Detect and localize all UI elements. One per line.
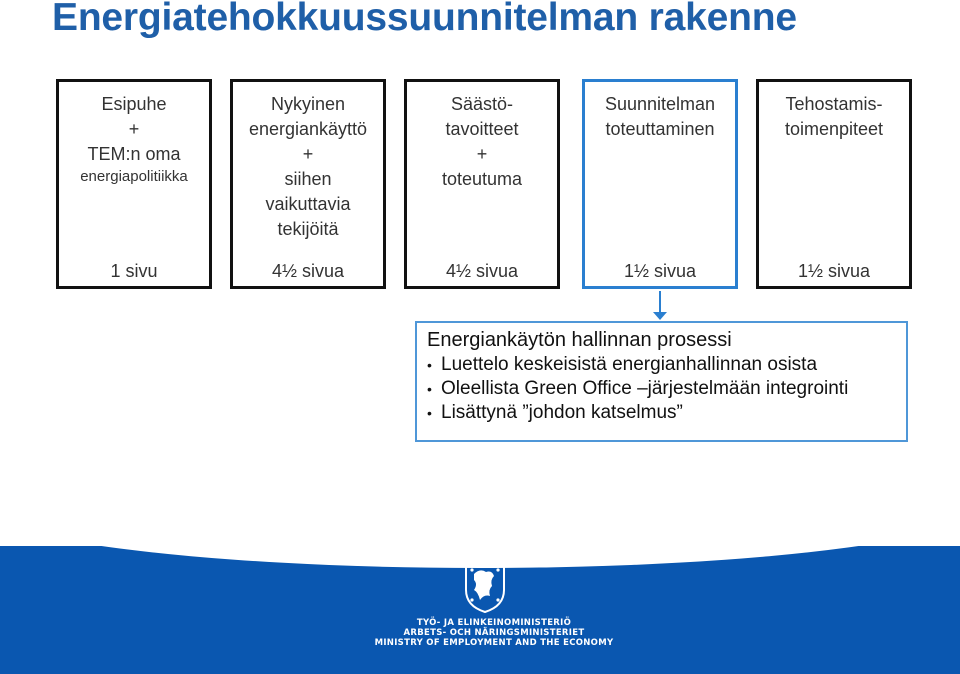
ministry-name (374, 618, 614, 648)
lion-crest-icon (462, 560, 508, 614)
list-item-text: Oleellista Green Office –järjestelmään integrointi (441, 378, 849, 399)
bullet-icon: • (427, 357, 432, 373)
box-line: + (476, 144, 488, 164)
box-line: vaikuttavia (265, 194, 351, 214)
box-line: + (302, 144, 314, 164)
ministry-name-sv: ARBETS- OCH NÄRINGSMINISTERIET (403, 628, 585, 638)
page-count: 4½ sivua (271, 261, 345, 281)
page-count: 4½ sivua (445, 261, 519, 281)
section-box-implementation (582, 79, 738, 289)
page-count: 1 sivu (110, 261, 158, 281)
connector-line (659, 291, 661, 313)
box-line: Suunnitelman (604, 94, 716, 114)
box-line: Säästö- (450, 94, 514, 114)
page-title: Energiatehokkuussuunnitelman rakenne (52, 0, 797, 39)
box-line: Nykyinen (270, 94, 346, 114)
box-line: tekijöitä (277, 219, 339, 239)
box-line: siihen (284, 169, 332, 189)
section-box-current-use (230, 79, 386, 289)
section-box-savings-targets (404, 79, 560, 289)
footer-banner (0, 546, 960, 674)
bullet-icon: • (427, 381, 432, 397)
list-item-text: Lisättynä ”johdon katselmus” (441, 402, 683, 423)
box-line: energiapolitiikka (80, 168, 188, 185)
ministry-name-en: MINISTRY OF EMPLOYMENT AND THE ECONOMY (374, 638, 614, 648)
box-line: TEM:n oma (87, 144, 181, 164)
box-line: toimenpiteet (784, 119, 884, 139)
box-line: tavoitteet (445, 119, 519, 139)
section-box-preface (56, 79, 212, 289)
list-item (427, 377, 906, 401)
list-item (427, 353, 906, 377)
box-line: toteutuma (441, 169, 523, 189)
box-line: Tehostamis- (785, 94, 883, 114)
box-line: energiankäyttö (248, 119, 368, 139)
section-box-efficiency-measures (756, 79, 912, 289)
list-item (427, 401, 906, 425)
process-box (415, 321, 908, 442)
box-line: toteuttaminen (605, 119, 715, 139)
box-line: Esipuhe (101, 94, 167, 114)
page-count: 1½ sivua (623, 261, 697, 281)
bullet-icon: • (427, 405, 432, 421)
ministry-name-fi: TYÖ- JA ELINKEINOMINISTERIÖ (416, 618, 572, 628)
arrow-down-icon (653, 312, 667, 320)
process-title: Energiankäytön hallinnan prosessi (427, 329, 732, 351)
box-line: + (128, 119, 140, 139)
list-item-text: Luettelo keskeisistä energianhallinnan osista (441, 354, 818, 375)
page-count: 1½ sivua (797, 261, 871, 281)
process-list (427, 353, 906, 425)
